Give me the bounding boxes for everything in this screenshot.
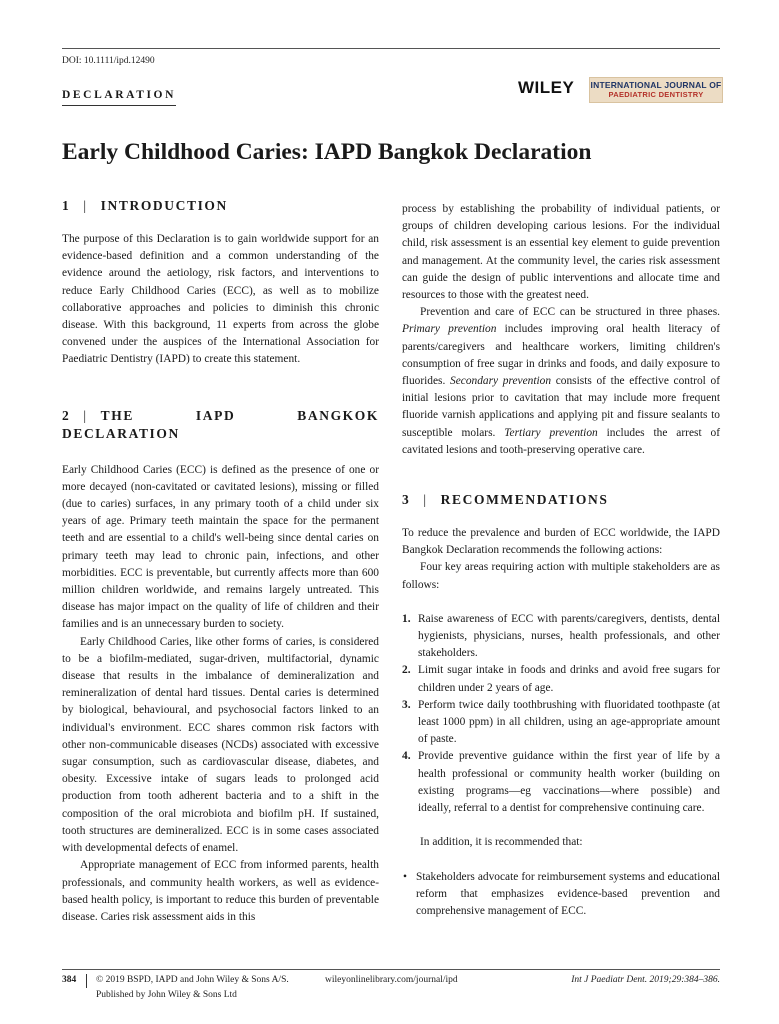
list-number: 1. xyxy=(402,612,411,625)
citation: Int J Paediatr Dent. 2019;29:384–386. xyxy=(571,975,720,985)
heading-separator: | xyxy=(83,407,88,423)
intro-paragraph: The purpose of this Declaration is to gain worldwide support for an evidence-based definition and a common understanding of the evidence around the aetiology, risk factors, and interventions to reduce Early Childhood Caries (ECC), as well as to mobilize collaborative approaches and policies to diminish this chronic disease. With this background, 11 experts from across the globe convened under the auspices of the International Association for Paediatric Dentistry (IAPD) to create this statement. xyxy=(62,233,379,366)
list-item-text: Limit sugar intake in foods and drinks and avoid free sugars for children under 2 years of age. xyxy=(418,664,720,694)
section-3-number: 3 xyxy=(402,492,411,508)
publisher-line: Published by John Wiley & Sons Ltd xyxy=(96,990,237,1000)
list-item xyxy=(402,611,720,663)
section-2-heading xyxy=(62,407,379,443)
footer-rule xyxy=(62,969,720,970)
recommendations-intro: To reduce the prevalence and burden of ECC worldwide, the IAPD Bangkok Declaration recommends the following actions: xyxy=(402,527,720,557)
article-title: Early Childhood Caries: IAPD Bangkok Declaration xyxy=(62,139,592,165)
list-item-text: Provide preventive guidance within the first year of life by a health professional or community health worker (building on existing programs—eg vaccinations—where possible) and ideally, referral to a dentist for comprehensive continuing care. xyxy=(418,750,720,815)
disease-paragraph: Early Childhood Caries, like other forms of caries, is considered to be a biofilm-mediated, sugar-driven, multifactorial, dynamic disease that results in the imbalance of demineralization and remineralization of dental hard tissues. Dental caries is determined by biological, behavioural, and psychosocial factors linked to an individual's environment. ECC shares common risk factors with other non-communicable diseases (NCDs) associated with excessive sugar consumption, such as cardiovascular disease, diabetes, and obesity. Excessive intake of sugars leads to prolonged acid production from tooth adherent bacteria and to a shift in the composition of the oral microbiota and biofilm pH. If sustained, tooth structures are demineralized. ECC is in some cases associated with developmental defects of enamel. xyxy=(62,635,379,855)
section-2-title: THE IAPD BANGKOK DECLARATION xyxy=(62,407,379,441)
definition-paragraph: Early Childhood Caries (ECC) is defined as the presence of one or more decayed (non-cavitated or cavitated lesions), missing or filled (due to caries) surfaces, in any primary tooth of a child under six years of age. Primary teeth maintain the space for the permanent teeth and are essential to a child's well-being since dental caries on primary teeth may lead to chronic pain, infections, and other morbidities. ECC is preventable, but currently affects more than 600 million children worldwide, and remains largely untreated. This disease has major impact on the quality of life of children and their families and is an unnecessary burden to society. xyxy=(62,463,379,631)
primary-prevention-term: Primary prevention xyxy=(402,323,497,336)
bullet-icon: • xyxy=(403,870,407,883)
prevention-text: consists of the effective control of initial lesions prior to cavitation that may include more frequent fluoride varnish applications and applying pit and fissure sealants to susceptible molars. xyxy=(402,375,720,439)
section-2-number: 2 xyxy=(62,407,71,423)
heading-separator: | xyxy=(423,492,428,508)
footer-separator xyxy=(86,974,87,988)
tertiary-prevention-term: Tertiary prevention xyxy=(504,426,598,439)
secondary-prevention-term: Secondary prevention xyxy=(450,375,552,388)
journal-logo-line1: INTERNATIONAL JOURNAL OF xyxy=(590,80,722,90)
prevention-text: includes improving oral health literacy of parents/caregivers and healthcare workers, limiting children's consumption of free sugar in drinks and foods, and daily exposure to fluorides. xyxy=(402,323,720,388)
journal-logo[interactable] xyxy=(589,77,723,103)
prevention-text: Prevention and care of ECC can be structured in three phases. xyxy=(420,306,720,319)
list-item-text: Perform twice daily toothbrushing with fluoridated toothpaste (at least 1000 ppm) in all children, using an age-appropriate amount of paste. xyxy=(418,698,720,746)
heading-separator: | xyxy=(83,198,88,213)
section-1-title: INTRODUCTION xyxy=(100,198,228,213)
list-item xyxy=(402,662,720,696)
publisher-logo[interactable]: WILEY xyxy=(518,78,575,97)
list-number: 4. xyxy=(402,750,411,763)
prevention-paragraph xyxy=(402,304,720,459)
section-1-number: 1 xyxy=(62,198,71,213)
right-column xyxy=(402,201,720,920)
copyright: © 2019 BSPD, IAPD and John Wiley & Sons A/S. xyxy=(96,975,289,985)
additional-intro: In addition, it is recommended that: xyxy=(420,836,583,849)
doi[interactable]: DOI: 10.1111/ipd.12490 xyxy=(62,56,155,66)
list-item xyxy=(402,697,720,749)
top-rule xyxy=(62,48,720,49)
list-item-text: Raise awareness of ECC with parents/caregivers, dentists, dental hygienists, physicians, nurses, health professionals, and other stakeholders. xyxy=(418,612,720,660)
section-3-heading xyxy=(402,491,720,509)
page-number: 384 xyxy=(62,975,77,985)
left-column xyxy=(62,197,379,926)
list-number: 3. xyxy=(402,698,411,711)
additional-recommendations-list xyxy=(402,869,720,921)
recommendations-list xyxy=(402,611,720,817)
list-item xyxy=(402,748,720,817)
article-type-underline xyxy=(62,105,176,106)
risk-assessment-paragraph: process by establishing the probability of individual patients, or groups of children developing carious lesions. For the individual child, risk assessment is an essential key element to guide prevention and management. At the community level, the caries risk assessment can guide the design of public interventions and allocate time and resources to those with the greatest need. xyxy=(402,203,720,302)
section-1-heading xyxy=(62,197,379,215)
management-paragraph: Appropriate management of ECC from informed parents, health professionals, and community health workers, as well as evidence-based health policy, is important to reduce this burden of preventable disease. Caries risk assessment aids in this xyxy=(62,859,379,923)
article-type-label: DECLARATION xyxy=(62,89,177,101)
list-item xyxy=(402,869,720,921)
prevention-text: includes the arrest of cavitated lesions and tooth-preserving operative care. xyxy=(402,426,720,456)
key-areas-intro: Four key areas requiring action with multiple stakeholders are as follows: xyxy=(402,561,720,591)
list-item-text: Stakeholders advocate for reimbursement systems and educational reform that emphasizes evidence-based prevention and comprehensive management of ECC. xyxy=(416,870,720,917)
list-number: 2. xyxy=(402,664,411,677)
section-3-title: RECOMMENDATIONS xyxy=(440,492,609,508)
journal-logo-line2: PAEDIATRIC DENTISTRY xyxy=(608,90,704,99)
journal-url[interactable]: wileyonlinelibrary.com/journal/ipd xyxy=(325,975,458,985)
